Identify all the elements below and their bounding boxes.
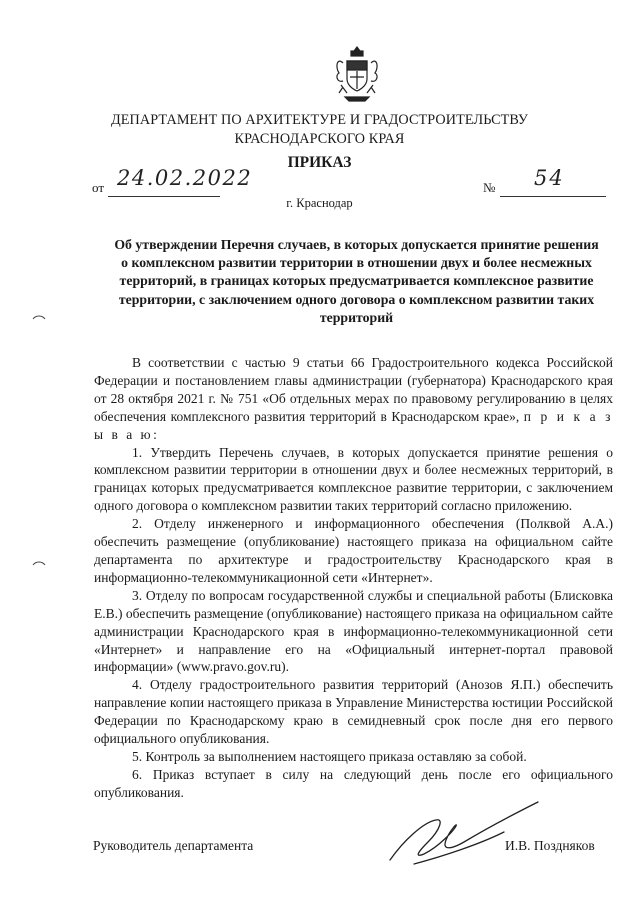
punch-hole-mark xyxy=(32,560,46,566)
handwritten-date: 24.02.2022 xyxy=(117,166,253,190)
city-label: г. Краснодар xyxy=(286,196,353,210)
number-prefix: № xyxy=(483,180,496,195)
punch-hole-mark xyxy=(32,314,46,320)
preamble-text: В соответствии с частью 9 статьи 66 Градостроительного кодекса Российской Федерации и постановлением главы администрации (губернатора) Краснодарского края от 28 октября 2021 г. № 751 «Об отдельных мерах по правовому регулированию в целях обеспечения комплексного развития территорий в Краснодарском крае», xyxy=(94,355,613,424)
signatory-name: И.В. Поздняков xyxy=(505,838,595,853)
handwritten-number: 54 xyxy=(534,166,565,190)
item-2: 2. Отделу инженерного и информационного обеспечения (Полквой А.А.) обеспечить размещение (опубликование) настоящего приказа на официальном сайте департамента по архитектуре и градостроительству Краснодарского края в информационно-телекоммуникационной сети «Интернет». xyxy=(94,516,613,585)
coat-of-arms-icon xyxy=(333,45,381,103)
document-type-title: ПРИКАЗ xyxy=(287,154,352,171)
department-name-line2: КРАСНОДАРСКОГО КРАЯ xyxy=(234,131,405,147)
preamble-paragraph xyxy=(94,354,613,444)
handwritten-signature xyxy=(384,800,544,872)
order-word: п р и к а з ы в а ю: xyxy=(94,408,613,442)
order-subject: Об утверждении Перечня случаев, в которых допускается принятие решения о комплексном развитии территории в отношении двух и более несмежных территорий, в границах которых предусматривается комплексное развитие территории, с заключением одного договора о комплексном развитии таких территорий xyxy=(114,237,599,325)
department-name-line1: ДЕПАРТАМЕНТ ПО АРХИТЕКТУРЕ И ГРАДОСТРОИТЕЛЬСТВУ xyxy=(111,112,528,128)
item-1: 1. Утвердить Перечень случаев, в которых допускается принятие решения о комплексном развитии территории в отношении двух и более несмежных территорий, в границах которых предусматривается комплексное развитие территории, с заключением одного договора о комплексном развитии таких территорий согласно приложению. xyxy=(94,444,613,514)
item-4: 4. Отделу градостроительного развития территорий (Анозов Я.П.) обеспечить направление копии настоящего приказа в Управление Министерства юстиции Российской Федерации по Краснодарскому краю в семидневный срок после дня его первого официального опубликования. xyxy=(94,677,613,747)
item-5: 5. Контроль за выполнением настоящего приказа оставляю за собой. xyxy=(132,748,527,764)
item-3: 3. Отделу по вопросам государственной службы и специальной работы (Блисковка Е.В.) обеспечить размещение (опубликование) настоящего приказа на официальном сайте администрации Краснодарского края в информационно-телекоммуникационной сети «Интернет» и направление его на «Официальный интернет-портал правовой информации» (www.pravo.gov.ru). xyxy=(94,587,613,675)
date-prefix: от xyxy=(92,180,105,195)
order-body xyxy=(94,354,613,802)
item-6: 6. Приказ вступает в силу на следующий день после его официального опубликования. xyxy=(94,766,613,800)
signatory-title: Руководитель департамента xyxy=(93,838,254,853)
